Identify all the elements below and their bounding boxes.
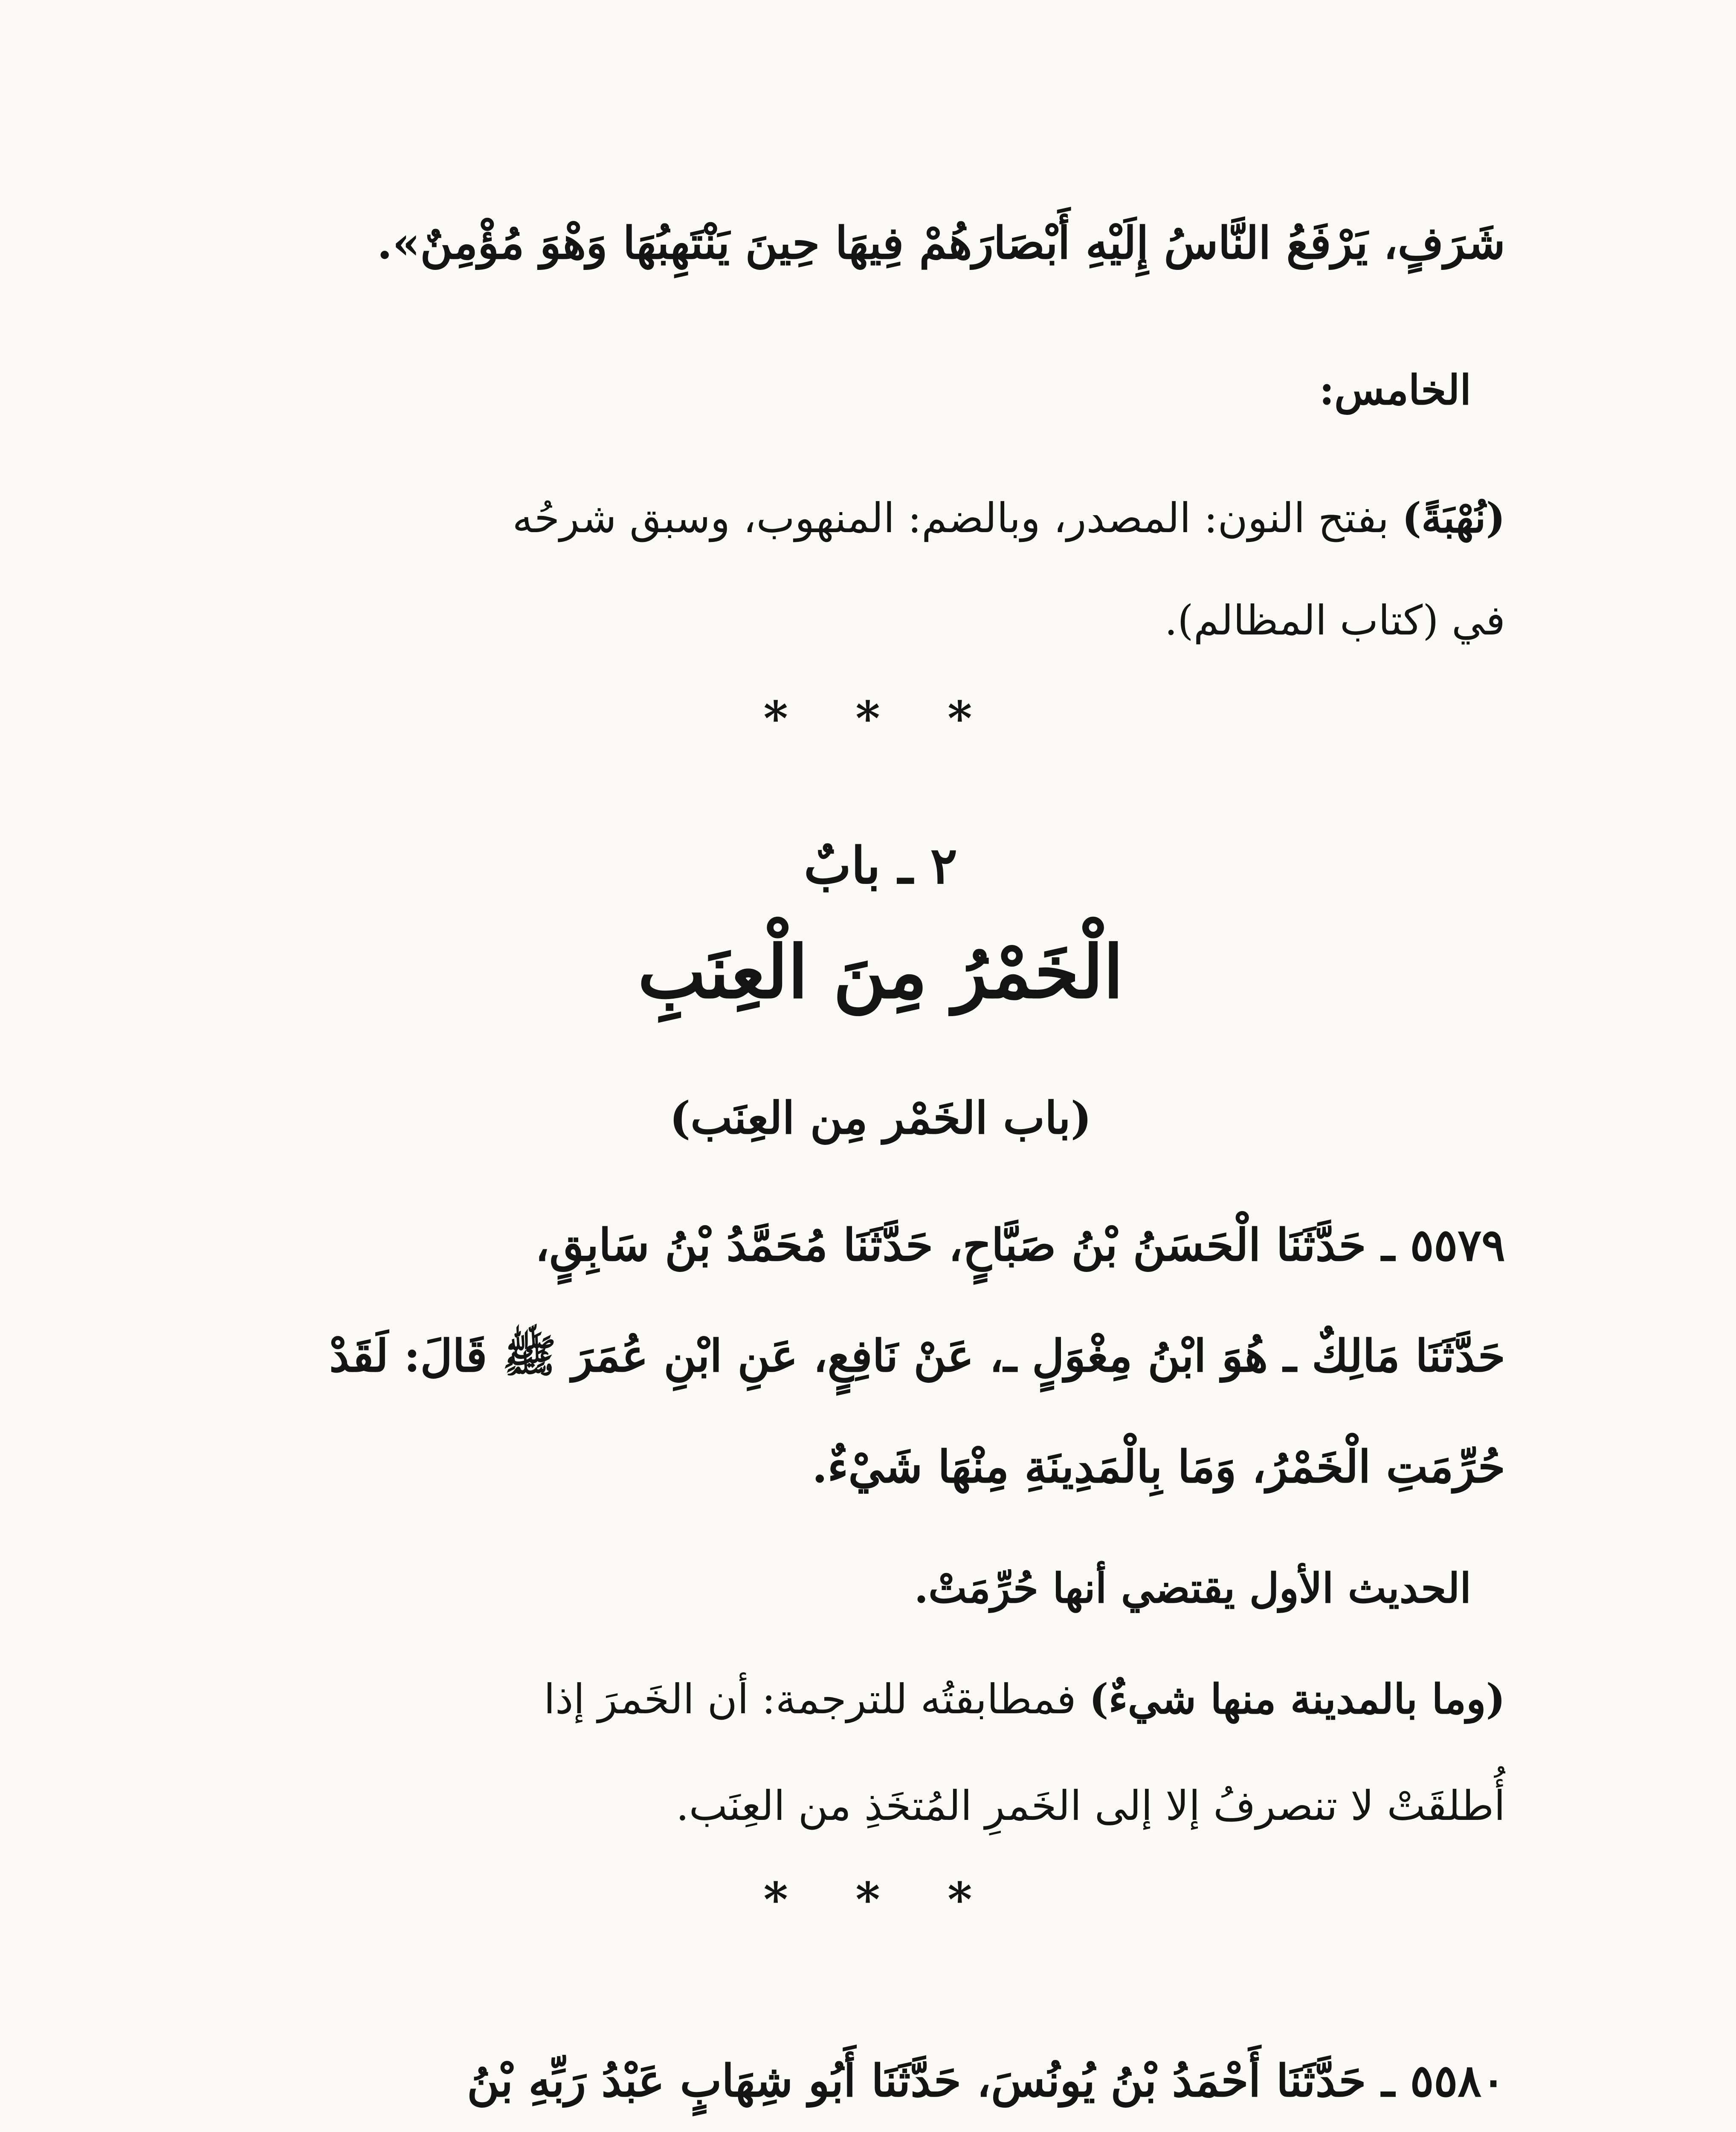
chapter-number: ٢ ـ بابٌ [803,836,957,895]
hadith-5580-line1 [256,2025,1505,2132]
hadith-text: ٥٥٨٠ ـ حَدَّثَنَا أَحْمَدُ بْنُ يُونُسَ، حَدَّثَنَا أَبُو شِهَابٍ عَبْدُ رَبِّهِ بْنُ [467,2054,1505,2107]
commentary-text: فمطابقتُه للترجمة: أن الخَمرَ إذا [544,1675,1076,1723]
fifth-heading-text: الخامس: [1319,366,1471,414]
quoted-term: (وما بالمدينة منها شيءٌ) [1089,1675,1505,1723]
hadith-5579-line1 [256,1190,1505,1301]
hadith-text: شَرَفٍ، يَرْفَعُ النَّاسُ إِلَيْهِ أَبْصَارَهُمْ فِيهَا حِينَ يَنْتَهِبُهَا وَهْوَ مُؤْمِنٌ». [377,217,1505,269]
commentary-text: في (كتاب المظالم). [1164,597,1505,644]
commentary-text: بفتح النون: المصدر، وبالضم: المنهوب، وسبق شرحُه [512,494,1389,542]
commentary-text: أُطلقَتْ لا تنصرفُ إلا إلى الخَمرِ المُتخَذِ من العِنَب. [676,1782,1505,1830]
section-separator: * * * [763,691,998,746]
chapter-title: الْخَمْرُ مِنَ الْعِنَبِ [638,930,1124,1015]
fifth-heading [256,337,1505,443]
hadith-5579-line3 [256,1411,1505,1522]
hadith-text: حَدَّثَنَا مَالِكٌ ـ هُوَ ابْنُ مِغْوَلٍ ـ، عَنْ نَافِعٍ، عَنِ ابْنِ عُمَرَ ﷺ قَالَ: لَقَدْ [329,1330,1505,1382]
hadith-text: حُرِّمَتِ الْخَمْرُ، وَمَا بِالْمَدِينَةِ مِنْهَا شَيْءٌ. [812,1440,1505,1493]
fifth-commentary-line2 [256,567,1505,674]
hadith-5579-line2 [256,1301,1505,1411]
commentary-5579-line3 [256,1753,1505,1859]
chapter-subtitle: (باب الخَمْر مِن العِنَب) [669,1092,1092,1144]
hadith-continuation-line [256,188,1505,298]
fifth-commentary-line1 [256,465,1505,571]
commentary-5579-line2 [256,1646,1505,1753]
section-separator: * * * [763,1872,998,1927]
term-nuhba: (نُهْبَةً) [1402,494,1505,542]
commentary-text: الحديث الأول يقتضي أنها حُرِّمَتْ. [914,1564,1471,1612]
commentary-5579-line1 [256,1535,1505,1642]
hadith-text: ٥٥٧٩ ـ حَدَّثَنَا الْحَسَنُ بْنُ صَبَّاحٍ، حَدَّثَنَا مُحَمَّدُ بْنُ سَابِقٍ، [535,1219,1505,1271]
